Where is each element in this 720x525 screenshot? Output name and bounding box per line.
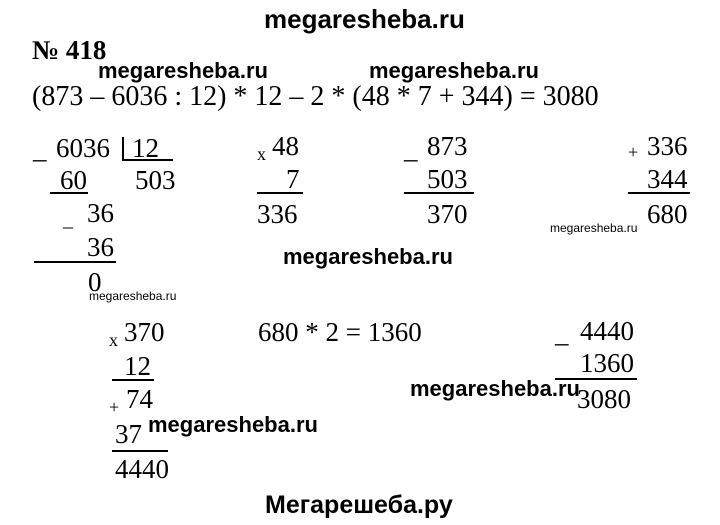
mult2-factor-b: 12	[124, 351, 151, 381]
mult2-plus-sign: +	[109, 397, 120, 417]
sub2-subtrahend: 1360	[580, 348, 634, 378]
division-result: 0	[88, 267, 102, 297]
sub2-result: 3080	[577, 384, 631, 414]
watermark: megaresheba.ru	[410, 376, 580, 401]
add1-addend-b: 344	[647, 164, 688, 194]
watermark: megaresheba.ru	[148, 412, 318, 437]
division-dividend: 6036	[56, 133, 110, 163]
division-quotient: 503	[135, 165, 176, 195]
watermark: megaresheba.ru	[550, 221, 638, 235]
mult2-partial-2: 37	[115, 419, 142, 449]
multiply-sign: x	[257, 144, 266, 164]
watermark: megaresheba.ru	[283, 244, 453, 269]
mult2-rule	[112, 379, 154, 381]
division-bar	[122, 137, 124, 161]
sub2-rule	[555, 378, 637, 380]
mult1-factor-a: 48	[272, 131, 299, 161]
header-site: megaresheba.ru	[264, 4, 465, 34]
mult2-result: 4440	[115, 454, 169, 484]
problem-number: № 418	[32, 35, 107, 65]
mult2-rule	[112, 450, 168, 452]
watermark: megaresheba.ru	[98, 58, 268, 83]
add1-plus-sign: +	[628, 142, 639, 162]
division-divisor-rule	[123, 159, 173, 161]
division-remainder: 36	[87, 198, 114, 228]
watermark: megaresheba.ru	[369, 58, 539, 83]
mult1-result: 336	[257, 199, 298, 229]
mult3-equation: 680 * 2 = 1360	[258, 317, 422, 347]
problem-expression: (873 – 6036 : 12) * 12 – 2 * (48 * 7 + 344) = 3080	[32, 81, 599, 112]
mult2-sign: x	[109, 330, 118, 350]
add1-result: 680	[647, 199, 688, 229]
mult1-factor-b: 7	[286, 164, 300, 194]
sub2-minuend: 4440	[580, 316, 634, 346]
footer-site: Мегарешеба.ру	[265, 491, 453, 519]
watermark: megaresheba.ru	[89, 289, 177, 303]
division-rule	[50, 192, 88, 194]
mult1-rule	[257, 192, 303, 194]
division-rule	[34, 261, 116, 263]
division-first-subtrahend: 60	[60, 165, 87, 195]
mult2-partial-1: 74	[126, 384, 153, 414]
sub1-result: 370	[427, 199, 468, 229]
add1-rule	[628, 192, 690, 194]
division-divisor: 12	[132, 133, 159, 163]
division-second-subtrahend: 36	[87, 232, 114, 262]
sub2-minus-sign: _	[555, 318, 569, 348]
sub1-subtrahend: 503	[427, 164, 468, 194]
sub1-rule	[404, 192, 474, 194]
division-minus-sign-2: _	[63, 209, 73, 231]
sub1-minuend: 873	[427, 131, 468, 161]
mult2-factor-a: 370	[124, 317, 165, 347]
sub1-minus-sign: _	[404, 134, 418, 164]
division-minus-sign: _	[33, 134, 47, 164]
add1-addend-a: 336	[647, 131, 688, 161]
